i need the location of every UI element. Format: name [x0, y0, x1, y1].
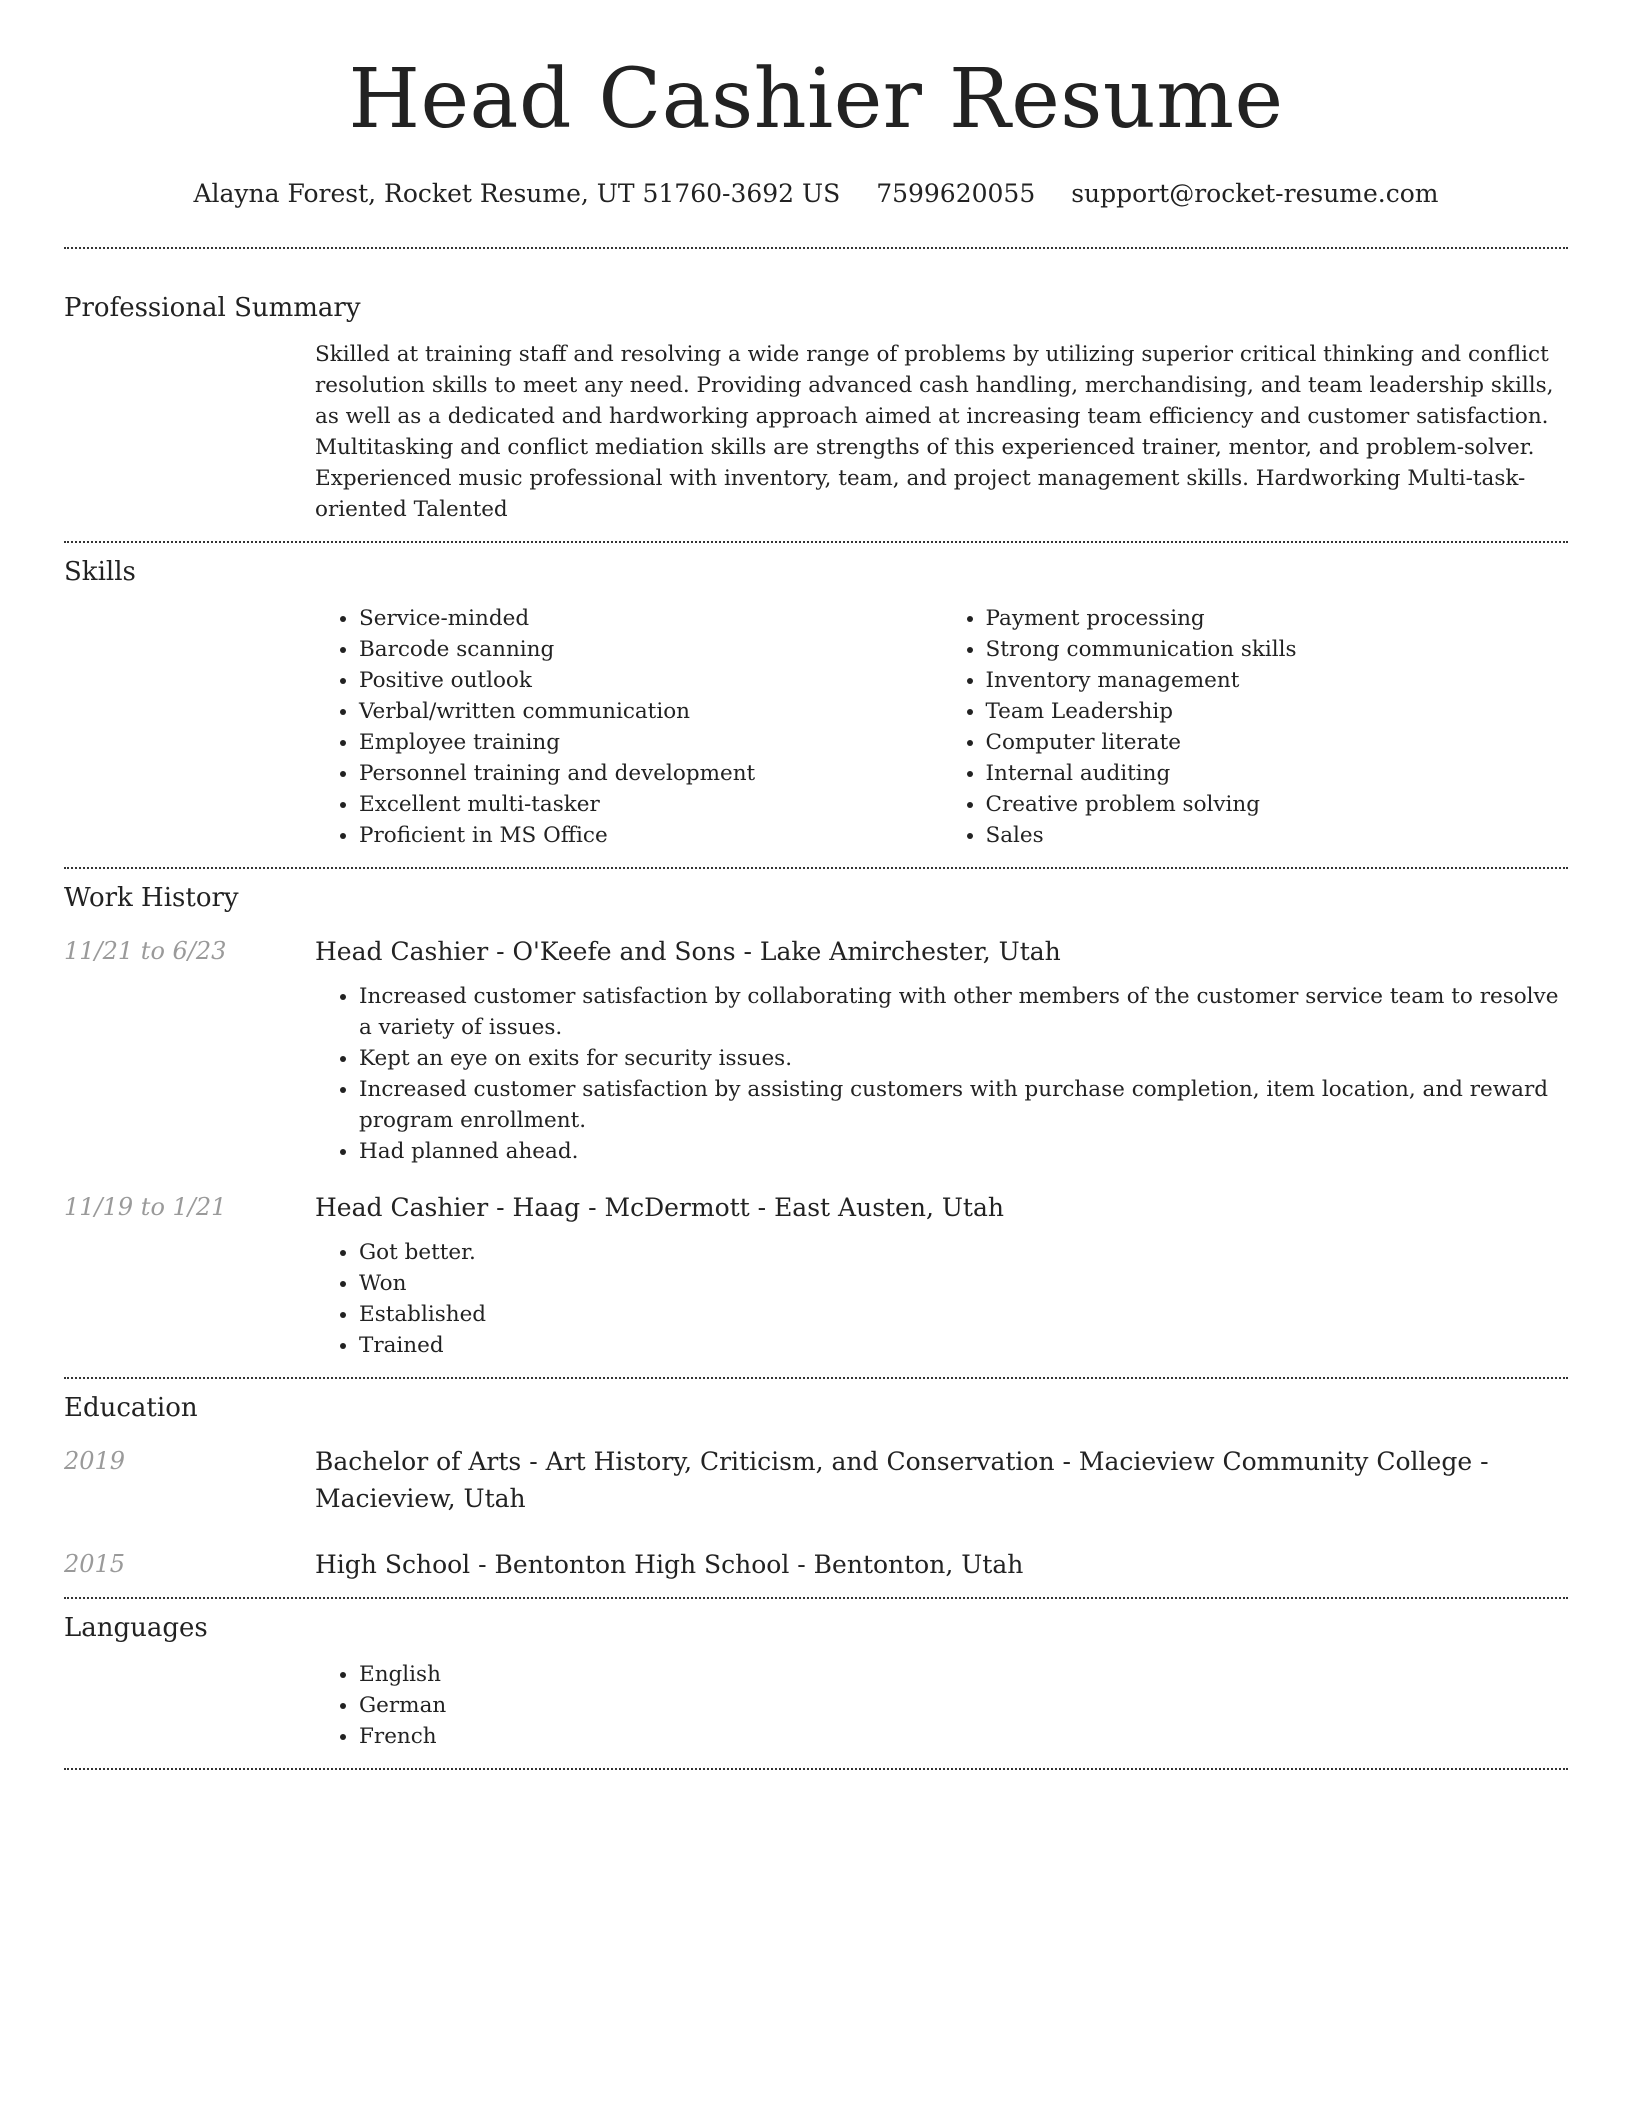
skills-list-right	[942, 603, 1569, 851]
skills-section	[64, 555, 1568, 851]
education-school: Macieview Community College	[1078, 1447, 1473, 1476]
education-body	[315, 1546, 1568, 1583]
languages-block	[315, 1659, 1568, 1752]
resume-page	[64, 0, 1568, 1770]
list-item: • Barcode scanning	[359, 634, 942, 665]
contact-line	[64, 174, 1568, 214]
divider	[64, 1377, 1568, 1379]
list-item: • English	[359, 1659, 1568, 1690]
job-heading	[315, 933, 1568, 970]
work-heading: Work History	[64, 883, 239, 913]
education-degree: Bachelor of Arts - Art History, Criticism, and Conservation	[315, 1447, 1055, 1476]
education-year: 2015	[64, 1550, 126, 1578]
education-location: Bentonton, Utah	[813, 1550, 1024, 1579]
languages-list	[315, 1659, 1568, 1752]
divider	[64, 1597, 1568, 1599]
education-heading-line	[315, 1443, 1568, 1517]
job-location: Lake Amirchester, Utah	[759, 937, 1061, 966]
education-body	[315, 1443, 1568, 1517]
divider	[64, 867, 1568, 869]
list-item: • Internal auditing	[986, 758, 1569, 789]
list-item: • Payment processing	[986, 603, 1569, 634]
education-school: Bentonton High School	[494, 1550, 790, 1579]
separator: -	[1472, 1447, 1489, 1476]
list-item: • Trained	[359, 1330, 1568, 1361]
divider	[64, 247, 1568, 249]
job-location: East Austen, Utah	[774, 1193, 1004, 1222]
list-item: • Employee training	[359, 727, 942, 758]
education-heading: Education	[64, 1393, 198, 1423]
list-item: • Increased customer satisfaction by assisting customers with purchase completion, item location, and reward program enrollment.	[359, 1074, 1568, 1136]
list-item: • Computer literate	[986, 727, 1569, 758]
summary-text: Skilled at training staff and resolving a wide range of problems by utilizing superior critical thinking and conflict resolution skills to meet any need. Providing advanced cash handling, merchandising, and team leadership skills, as well as a dedicated and hardworking approach aimed at increasing team efficiency and customer satisfaction. Multitasking and conflict mediation skills are strengths of this experienced trainer, mentor, and problem-solver. Experienced music professional with inventory, team, and project management skills. Hardworking Multi-task-oriented Talented	[315, 342, 1554, 522]
list-item: • Won	[359, 1268, 1568, 1299]
education-entry	[64, 1546, 1568, 1583]
list-item: • Personnel training and development	[359, 758, 942, 789]
list-item: • German	[359, 1690, 1568, 1721]
list-item: • Established	[359, 1299, 1568, 1330]
job-company: O'Keefe and Sons	[512, 937, 736, 966]
job-body	[315, 933, 1568, 1167]
education-degree: High School	[315, 1550, 471, 1579]
list-item: • Excellent multi-tasker	[359, 789, 942, 820]
separator: -	[1054, 1447, 1079, 1476]
skills-heading: Skills	[64, 557, 136, 587]
job-dates: 11/19 to 1/21	[64, 1193, 227, 1221]
separator: -	[749, 1193, 775, 1222]
contact-email: support@rocket-resume.com	[1071, 179, 1439, 208]
separator: -	[735, 937, 760, 966]
education-section	[64, 1391, 1568, 1583]
job-bullets	[315, 981, 1568, 1167]
list-item: • Creative problem solving	[986, 789, 1569, 820]
job-body	[315, 1189, 1568, 1361]
list-item: • Had planned ahead.	[359, 1136, 1568, 1167]
languages-section	[64, 1611, 1568, 1752]
divider	[64, 541, 1568, 543]
job-bullets	[315, 1237, 1568, 1361]
contact-phone: 7599620055	[876, 179, 1036, 208]
education-heading-line	[315, 1546, 1568, 1583]
summary-heading: Professional Summary	[64, 293, 361, 323]
separator: -	[470, 1550, 495, 1579]
job-title: Head Cashier	[315, 1193, 489, 1222]
list-item: • Positive outlook	[359, 665, 942, 696]
job-title: Head Cashier	[315, 937, 489, 966]
list-item: • Service-minded	[359, 603, 942, 634]
separator: -	[488, 1193, 513, 1222]
job-company: Haag - McDermott	[512, 1193, 750, 1222]
education-location: Macieview, Utah	[315, 1484, 526, 1513]
job-entry	[64, 933, 1568, 1167]
contact-address: Alayna Forest, Rocket Resume, UT 51760-3692 US	[193, 179, 841, 208]
list-item: • Team Leadership	[986, 696, 1569, 727]
work-section	[64, 881, 1568, 1361]
summary-section	[64, 291, 1568, 525]
separator: -	[488, 937, 513, 966]
list-item: • Sales	[986, 820, 1569, 851]
list-item: • French	[359, 1721, 1568, 1752]
list-item: • Kept an eye on exits for security issues.	[359, 1043, 1568, 1074]
education-entry	[64, 1443, 1568, 1517]
job-dates: 11/21 to 6/23	[64, 937, 227, 965]
list-item: • Inventory management	[986, 665, 1569, 696]
divider	[64, 1768, 1568, 1770]
separator: -	[789, 1550, 814, 1579]
page-title: Head Cashier Resume	[348, 52, 1284, 147]
job-entry	[64, 1189, 1568, 1361]
list-item: • Strong communication skills	[986, 634, 1569, 665]
job-heading	[315, 1189, 1568, 1226]
languages-heading: Languages	[64, 1613, 208, 1643]
list-item: • Verbal/written communication	[359, 696, 942, 727]
list-item: • Increased customer satisfaction by collaborating with other members of the customer service team to resolve a variety of issues.	[359, 981, 1568, 1043]
skills-grid	[315, 603, 1568, 851]
skills-list-left	[315, 603, 942, 851]
education-year: 2019	[64, 1447, 126, 1475]
list-item: • Got better.	[359, 1237, 1568, 1268]
list-item: • Proficient in MS Office	[359, 820, 942, 851]
